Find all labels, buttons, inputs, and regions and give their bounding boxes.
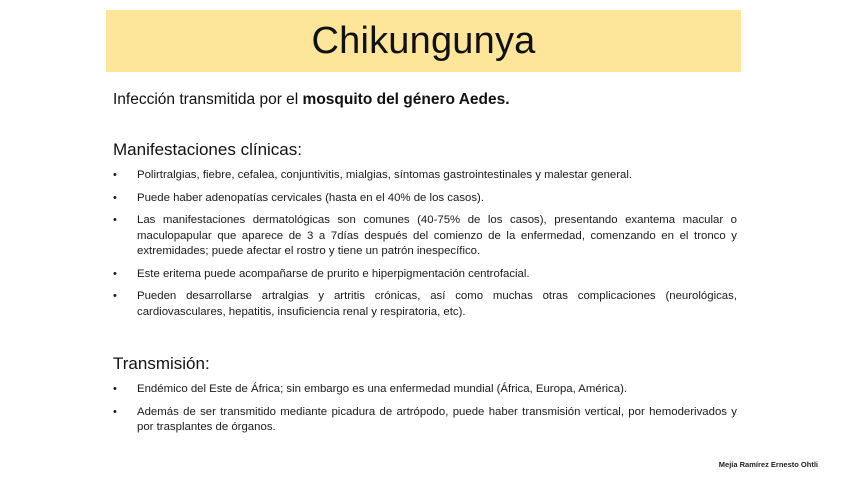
title-banner: [106, 10, 741, 72]
list-item: • Las manifestaciones dermatológicas son comunes (40-75% de los casos), presentando exantema macular o maculopapular que aparece de 3 a 7días después del comienzo de la enfermedad, comenzando en el tronco y extremidades; puede afectar el rostro y tiene un patrón inespecífico.: [113, 213, 737, 259]
list-item: • Polirtralgias, fiebre, cefalea, conjuntivitis, mialgias, síntomas gastrointestinales y malestar general.: [113, 168, 737, 183]
list-item: • Además de ser transmitido mediante picadura de artrópodo, puede haber transmisión vertical, por hemoderivados y por trasplantes de órganos.: [113, 405, 737, 436]
list-item: • Pueden desarrollarse artralgias y artritis crónicas, así como muchas otras complicaciones (neurológicas, cardiovasculares, hepatitis, insuficiencia renal y respiratoria, etc).: [113, 289, 737, 320]
list-item: • Puede haber adenopatías cervicales (hasta en el 40% de los casos).: [113, 191, 737, 206]
intro-line: [113, 91, 510, 109]
author-credit: Mejía Ramírez Ernesto Ohtli: [718, 460, 818, 469]
list-item: • Este eritema puede acompañarse de prurito e hiperpigmentación centrofacial.: [113, 267, 737, 282]
slide-title: Chikungunya: [311, 19, 536, 62]
intro-bold-text: mosquito del género Aedes.: [302, 91, 510, 108]
manifestations-list: [113, 168, 737, 327]
transmission-list: [113, 382, 737, 443]
transmission-heading: Transmisión:: [113, 354, 210, 373]
list-item: • Endémico del Este de África; sin embargo es una enfermedad mundial (África, Europa, América).: [113, 382, 737, 397]
intro-text: Infección transmitida por el: [113, 91, 303, 108]
manifestations-heading: Manifestaciones clínicas:: [113, 140, 302, 159]
